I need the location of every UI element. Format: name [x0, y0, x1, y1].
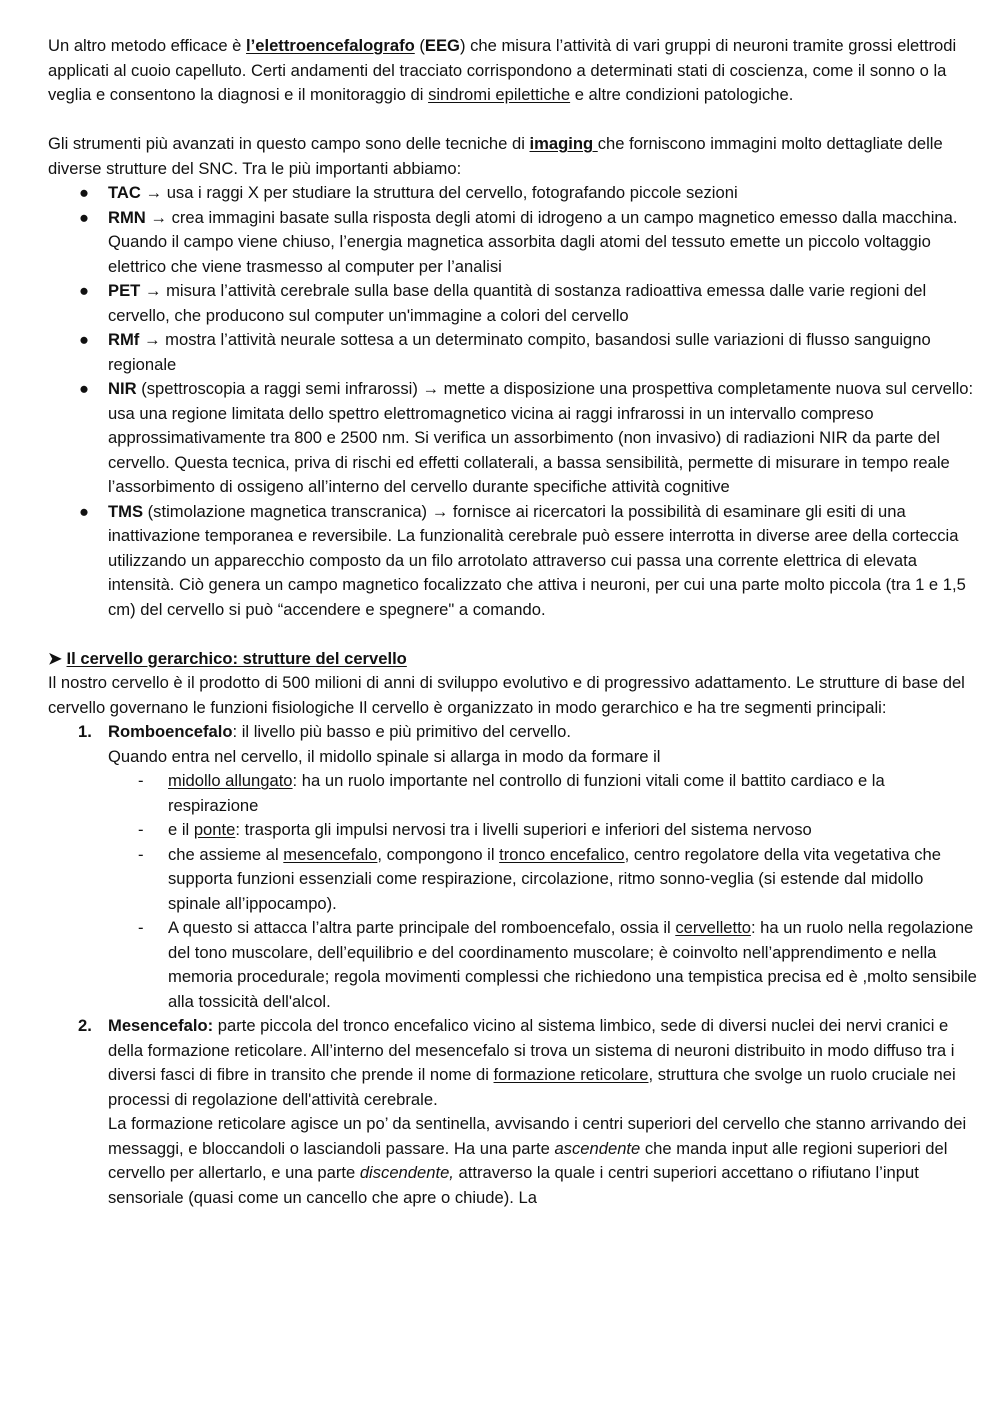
text: parte piccola del tronco encefalico vicino al sistema limbico, sede di diversi nuclei dei nervi cranici e della formazione reticolare. All’interno del mesencefalo si trova un sistema di neuroni distribuito in modo diffuso tra i diversi fasci di fibre in transito che prende il nome di: [108, 1016, 955, 1084]
text: e il: [168, 820, 194, 839]
list-item: [108, 818, 978, 843]
section-intro: Il nostro cervello è il prodotto di 500 milioni di anni di sviluppo evolutivo e di progressivo adattamento. Le strutture di base del cervello governano le funzioni fisiologiche Il cervello è organizzato in modo gerarchico e ha tre segmenti principali:: [48, 673, 965, 717]
list-item-mesencefalo: [48, 1014, 978, 1210]
text: Quando entra nel cervello, il midollo spinale si allarga in modo da formare il: [108, 746, 661, 766]
text: , centro regolatore della vita vegetativa che supporta funzioni essenziali come respirazione, circolazione, ritmo sonno-veglia (si estende dal midollo spinale all’ippocampo).: [168, 844, 942, 913]
list-item: [48, 279, 978, 328]
section-title: Il cervello gerarchico: strutture del cervello: [66, 648, 407, 668]
technique-name: PET: [108, 281, 141, 300]
text: (: [414, 36, 425, 55]
reticolare-paragraph: [108, 1112, 978, 1210]
technique-text: → usa i raggi X per studiare la struttura del cervello, fotografando piccole sezioni: [140, 183, 738, 202]
term-discendente: discendente,: [359, 1163, 454, 1182]
term-cervelletto: cervelletto: [675, 918, 751, 937]
term-mesencefalo: mesencefalo: [283, 844, 378, 864]
technique-text: → mostra l’attività neurale sottesa a un determinato compito, basandosi sulle variazioni di flusso sanguigno regionale: [108, 330, 931, 374]
text: : ha un ruolo importante nel controllo di funzioni vitali come il battito cardiaco e la respirazione: [168, 771, 885, 815]
list-item: [48, 377, 978, 500]
document-page: [48, 34, 978, 1210]
eeg-paragraph: [48, 34, 978, 108]
technique-text: → crea immagini basate sulla risposta degli atomi di idrogeno a un campo magnetico emesso dalla macchina. Quando il campo viene chiuso, l’energia magnetica assorbita dagli atomi del tessuto emette un piccolo voltaggio elettrico che viene trasmesso al computer per l’analisi: [108, 207, 958, 276]
text: A questo si attacca l’altra parte principale del romboencefalo, ossia il: [168, 918, 676, 937]
text: Un altro metodo efficace è: [48, 36, 247, 55]
technique-text: (spettroscopia a raggi semi infrarossi) → mette a disposizione una prospettiva completamente nuova sul cervello: usa una regione limitata dello spettro elettromagnetico vicina ai raggi infrarossi in un intervallo compreso approssimativamente tra 800 e 2500 nm. Si verifica un assorbimento (non invasivo) di radiazioni NIR da parte del cervello. Questa tecnica, priva di rischi ed effetti collaterali, a bassa sensibilità, permette di misurare in tempo reale l’assorbimento di ossigeno all’interno del cervello durante specifiche attività cognitive: [108, 379, 974, 496]
text: che assieme al: [168, 844, 284, 864]
text: : il livello più basso e più primitivo del cervello.: [232, 722, 571, 741]
technique-name: TAC: [108, 183, 141, 202]
technique-name: RMf: [108, 330, 140, 349]
technique-name: NIR: [108, 379, 137, 398]
term-ponte: ponte: [193, 820, 236, 839]
arrow-icon: ➤: [48, 648, 67, 668]
technique-text: → misura l’attività cerebrale sulla base della quantità di sostanza radioattiva emessa dalle varie regioni del cervello, che producono sul computer un'immagine a colori del cervello: [108, 281, 927, 325]
technique-name: RMN: [108, 207, 146, 227]
term-romboencefalo: Romboencefalo: [108, 722, 233, 741]
list-item: [48, 181, 978, 206]
technique-name: TMS: [108, 501, 144, 521]
text: : trasporta gli impulsi nervosi tra i livelli superiori e inferiori del sistema nervoso: [235, 820, 812, 839]
text: La formazione reticolare agisce un po’ da sentinella, avvisando i centri superiori del cervello che stanno arrivando dei messaggi, e bloccandoli o lasciandoli passare. Ha una parte: [108, 1114, 967, 1158]
text: Gli strumenti più avanzati in questo campo sono delle tecniche di: [48, 134, 530, 153]
bullet-marker: ●: [79, 501, 90, 521]
term-eeg: l’elettroencefalografo: [246, 36, 415, 55]
term-midollo-allungato: midollo allungato: [168, 771, 293, 790]
term-formazione-reticolare: formazione reticolare: [493, 1065, 649, 1084]
term-tronco-encefalico: tronco encefalico: [499, 844, 625, 864]
text: che forniscono immagini molto dettagliate delle diverse strutture del SNC. Tra le più importanti abbiamo:: [48, 134, 943, 178]
sub-list: [108, 769, 978, 1014]
dash-marker: -: [138, 844, 144, 864]
term-imaging: imaging: [529, 134, 598, 153]
term-ascendente: ascendente: [554, 1138, 641, 1158]
text: : ha un ruolo nella regolazione del tono muscolare, dell’equilibrio e del coordinamento muscolare; è coinvolto nell’apprendimento e nella memoria procedurale; regola movimenti complessi che richiedono una tempistica precisa ed è ,molto sensibile alla tossicità dell'alcol.: [168, 918, 977, 1011]
term-eeg-abbr: EEG: [424, 36, 460, 55]
list-item-romboencefalo: [48, 720, 978, 1014]
list-item: [48, 328, 978, 377]
term-sindromi: sindromi epilettiche: [428, 85, 571, 104]
techniques-list: [48, 181, 978, 622]
list-number: 1.: [78, 722, 92, 741]
dash-marker: -: [138, 820, 144, 839]
text: che manda input alle regioni superiori del cervello per allertarlo, e una parte: [108, 1138, 948, 1182]
list-item: [108, 916, 978, 1014]
text: , struttura che svolge un ruolo cruciale nei processi di regolazione dell'attività cerebrale.: [108, 1065, 956, 1109]
bullet-marker: ●: [79, 281, 90, 300]
bullet-marker: ●: [79, 330, 90, 349]
list-number: 2.: [78, 1016, 92, 1035]
list-item: [48, 500, 978, 623]
list-item: [108, 769, 978, 818]
text: , compongono il: [377, 844, 500, 864]
list-item: [48, 206, 978, 280]
bullet-marker: ●: [79, 207, 90, 227]
imaging-paragraph: [48, 132, 978, 181]
dash-marker: -: [138, 918, 144, 937]
dash-marker: -: [138, 771, 144, 790]
bullet-marker: ●: [79, 379, 90, 398]
text: ) che misura l’attività di vari gruppi di neuroni tramite grossi elettrodi applicati al cuoio capelluto. Certi andamenti del tracciato corrispondono a determinati stati di coscienza, come il sonno o la veglia e consentono la diagnosi e il monitoraggio di: [48, 36, 957, 104]
list-item: [108, 843, 978, 917]
text: e altre condizioni patologiche.: [570, 85, 794, 104]
segments-list: [48, 720, 978, 1210]
text: attraverso la quale i centri superiori accettano o rifiutano l’input sensoriale (quasi come un cancello che apre o chiude). La: [108, 1163, 919, 1207]
bullet-marker: ●: [79, 183, 90, 202]
technique-text: (stimolazione magnetica transcranica) → fornisce ai ricercatori la possibilità di esaminare gli esiti di una inattivazione temporanea e reversibile. La funzionalità cerebrale può essere interrotta in diverse aree della corteccia utilizzando un apparecchio composto da un filo arrotolato attraverso cui passa una corrente elettrica di elevata intensità. Ciò genera un campo magnetico focalizzato che attiva i neuroni, per cui una parte molto piccola (tra 1 e 1,5 cm) del cervello si può “accendere e spegnere" a comando.: [108, 501, 966, 619]
term-mesencefalo-heading: Mesencefalo:: [108, 1016, 214, 1035]
section-heading: [48, 647, 978, 672]
